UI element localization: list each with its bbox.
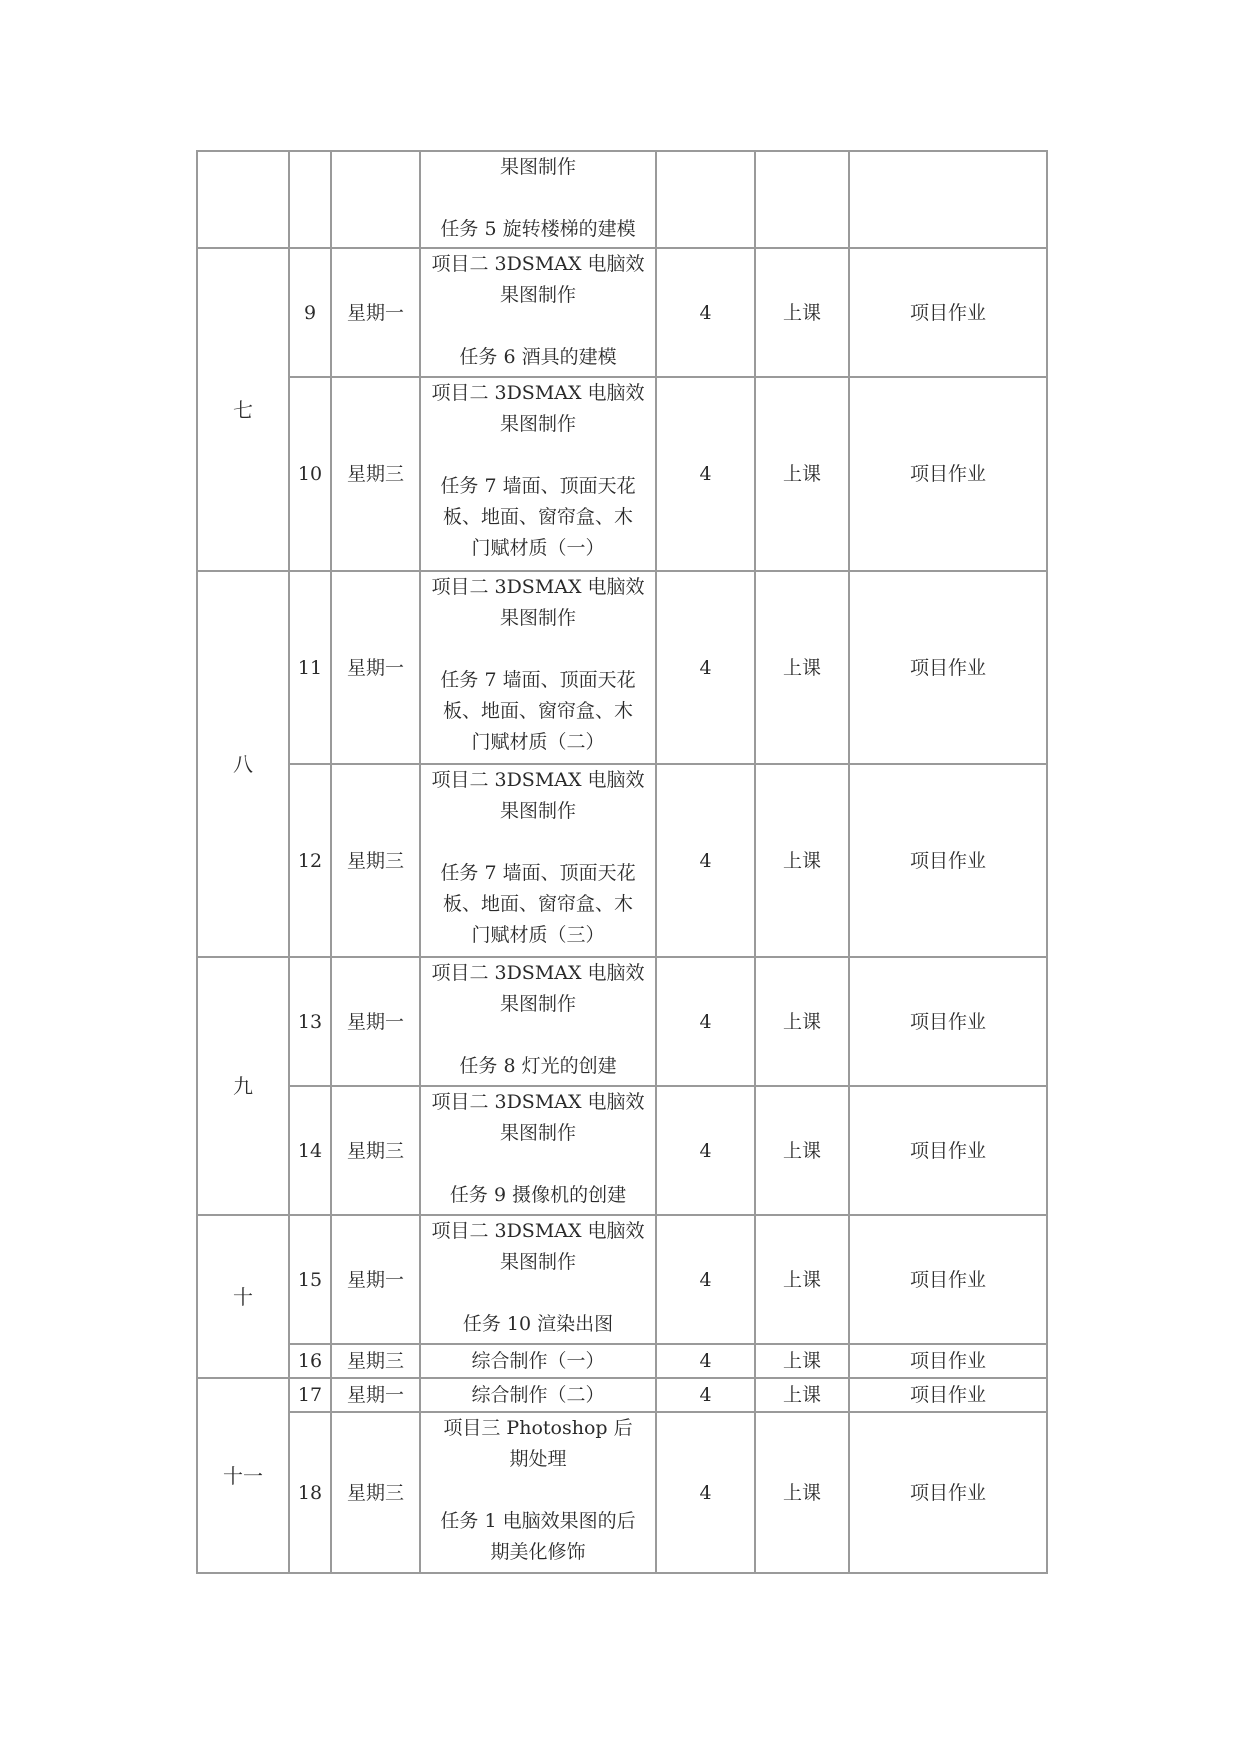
- session-number-cell: 16: [289, 1344, 331, 1378]
- content-line: 果图制作: [499, 284, 576, 306]
- class-type-cell: 上课: [755, 1412, 849, 1573]
- homework-cell: 项目作业: [849, 1215, 1047, 1344]
- session-number-cell: [289, 151, 331, 248]
- content-cell: 综合制作（二）: [420, 1378, 656, 1412]
- content-line: 任务 10 渲染出图: [462, 1313, 614, 1335]
- session-number-cell: 9: [289, 248, 331, 377]
- table-row: [197, 571, 1047, 764]
- content-line: 门赋材质（一）: [471, 537, 605, 559]
- content-line: 任务 6 酒具的建模: [459, 346, 617, 368]
- content-line: 项目二 3DSMAX 电脑效: [431, 382, 645, 404]
- content-line: 任务 5 旋转楼梯的建模: [440, 218, 636, 240]
- class-type-cell: 上课: [755, 1086, 849, 1215]
- homework-cell: 项目作业: [849, 764, 1047, 957]
- homework-cell: 项目作业: [849, 1344, 1047, 1378]
- content-line: 项目二 3DSMAX 电脑效: [431, 1220, 645, 1242]
- content-line: 门赋材质（二）: [471, 731, 605, 753]
- hours-cell: 4: [656, 248, 755, 377]
- hours-cell: 4: [656, 957, 755, 1086]
- content-line: 果图制作: [499, 607, 576, 629]
- hours-cell: [656, 151, 755, 248]
- content-cell: [420, 571, 656, 764]
- content-line: 果图制作: [499, 156, 576, 178]
- session-number-cell: 12: [289, 764, 331, 957]
- content-cell: [420, 151, 656, 248]
- content-line: 任务 7 墙面、顶面天花: [440, 862, 636, 884]
- content-line: 期处理: [509, 1448, 567, 1470]
- class-type-cell: 上课: [755, 1215, 849, 1344]
- table-row: [197, 1344, 1047, 1378]
- weekday-cell: [331, 151, 420, 248]
- content-line: 果图制作: [499, 1251, 576, 1273]
- weekday-cell: 星期一: [331, 1378, 420, 1412]
- session-number-cell: 15: [289, 1215, 331, 1344]
- homework-cell: 项目作业: [849, 571, 1047, 764]
- homework-cell: [849, 151, 1047, 248]
- content-line: 项目二 3DSMAX 电脑效: [431, 576, 645, 598]
- class-type-cell: 上课: [755, 1378, 849, 1412]
- content-line: 果图制作: [499, 800, 576, 822]
- week-cell: 九: [197, 957, 289, 1215]
- content-line: 板、地面、窗帘盒、木: [442, 700, 633, 722]
- content-line: 任务 1 电脑效果图的后: [440, 1510, 636, 1532]
- week-cell: 十一: [197, 1378, 289, 1573]
- homework-cell: 项目作业: [849, 1086, 1047, 1215]
- hours-cell: 4: [656, 571, 755, 764]
- content-line: 项目二 3DSMAX 电脑效: [431, 1091, 645, 1113]
- hours-cell: 4: [656, 1412, 755, 1573]
- class-type-cell: [755, 151, 849, 248]
- table-row: [197, 1412, 1047, 1573]
- table-row: [197, 1086, 1047, 1215]
- table-row: [197, 151, 1047, 248]
- weekday-cell: 星期三: [331, 1344, 420, 1378]
- table-row: [197, 957, 1047, 1086]
- content-line: 门赋材质（三）: [471, 924, 605, 946]
- weekday-cell: 星期三: [331, 377, 420, 571]
- weekday-cell: 星期三: [331, 1412, 420, 1573]
- hours-cell: 4: [656, 764, 755, 957]
- content-line: 项目二 3DSMAX 电脑效: [431, 962, 645, 984]
- weekday-cell: 星期三: [331, 1086, 420, 1215]
- hours-cell: 4: [656, 1086, 755, 1215]
- hours-cell: 4: [656, 377, 755, 571]
- homework-cell: 项目作业: [849, 1412, 1047, 1573]
- content-line: 板、地面、窗帘盒、木: [442, 506, 633, 528]
- homework-cell: 项目作业: [849, 957, 1047, 1086]
- hours-cell: 4: [656, 1378, 755, 1412]
- class-type-cell: 上课: [755, 377, 849, 571]
- weekday-cell: 星期一: [331, 957, 420, 1086]
- content-line: 项目二 3DSMAX 电脑效: [431, 253, 645, 275]
- week-cell: 十: [197, 1215, 289, 1378]
- session-number-cell: 11: [289, 571, 331, 764]
- content-line: 果图制作: [499, 413, 576, 435]
- hours-cell: 4: [656, 1215, 755, 1344]
- session-number-cell: 18: [289, 1412, 331, 1573]
- content-line: 期美化修饰: [490, 1541, 586, 1563]
- content-line: 任务 9 摄像机的创建: [449, 1184, 627, 1206]
- class-type-cell: 上课: [755, 764, 849, 957]
- table-row: [197, 764, 1047, 957]
- table-row: [197, 1378, 1047, 1412]
- homework-cell: 项目作业: [849, 377, 1047, 571]
- content-line: 果图制作: [499, 993, 576, 1015]
- session-number-cell: 14: [289, 1086, 331, 1215]
- content-line: 任务 7 墙面、顶面天花: [440, 475, 636, 497]
- homework-cell: 项目作业: [849, 248, 1047, 377]
- week-cell: [197, 151, 289, 248]
- content-cell: [420, 1215, 656, 1344]
- table-row: [197, 377, 1047, 571]
- content-cell: 综合制作（一）: [420, 1344, 656, 1378]
- session-number-cell: 17: [289, 1378, 331, 1412]
- weekday-cell: 星期一: [331, 571, 420, 764]
- week-cell: 七: [197, 248, 289, 571]
- table-row: [197, 1215, 1047, 1344]
- content-cell: [420, 377, 656, 571]
- course-schedule-table: [196, 150, 1048, 1574]
- weekday-cell: 星期一: [331, 248, 420, 377]
- week-cell: 八: [197, 571, 289, 957]
- content-line: 果图制作: [499, 1122, 576, 1144]
- class-type-cell: 上课: [755, 1344, 849, 1378]
- content-cell: [420, 1086, 656, 1215]
- class-type-cell: 上课: [755, 248, 849, 377]
- session-number-cell: 13: [289, 957, 331, 1086]
- weekday-cell: 星期三: [331, 764, 420, 957]
- content-line: 项目二 3DSMAX 电脑效: [431, 769, 645, 791]
- session-number-cell: 10: [289, 377, 331, 571]
- class-type-cell: 上课: [755, 571, 849, 764]
- table-row: [197, 248, 1047, 377]
- content-line: 任务 8 灯光的创建: [459, 1055, 617, 1077]
- content-cell: [420, 764, 656, 957]
- class-type-cell: 上课: [755, 957, 849, 1086]
- content-line: 项目三 Photoshop 后: [443, 1417, 633, 1439]
- content-cell: [420, 248, 656, 377]
- content-cell: [420, 957, 656, 1086]
- content-line: 任务 7 墙面、顶面天花: [440, 669, 636, 691]
- hours-cell: 4: [656, 1344, 755, 1378]
- content-cell: [420, 1412, 656, 1573]
- weekday-cell: 星期一: [331, 1215, 420, 1344]
- content-line: 板、地面、窗帘盒、木: [442, 893, 633, 915]
- homework-cell: 项目作业: [849, 1378, 1047, 1412]
